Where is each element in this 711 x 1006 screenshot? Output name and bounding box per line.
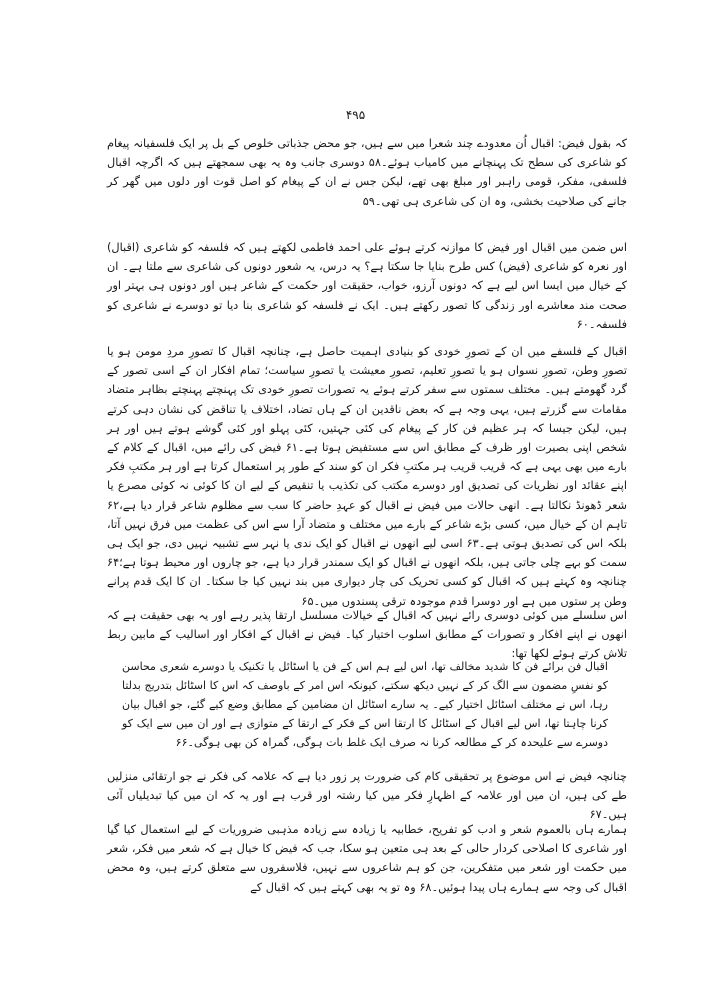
paragraph-6 <box>107 820 627 894</box>
paragraph-4 <box>107 606 627 661</box>
paragraph-5 <box>107 767 627 822</box>
paragraph-text: اس سلسلے میں کوئی دوسری رائے نہیں کہ اقبال کے خیالات مسلسل ارتقا پذیر رہے اور یہ بھی حقیقت ہے کہ انھوں نے اپنے افکار و تصورات کے مطابق اسلوب اختیار کیا۔ فیض نے اقبال کے افکار اور اسالیب کے مابین ربط تلاش کرتے ہوئے لکھا تھا: <box>107 609 627 661</box>
paragraph-text: چنانچہ فیض نے اس موضوع پر تحقیقی کام کی ضرورت پر زور دیا ہے کہ علامہ کی فکر نے جو ارتقائی منزلیں طے کی ہیں، ان میں اور علامہ کے اظہارِ فکر میں کیا رشتہ اور قرب ہے اور یہ کہ ان میں کیا تبدیلیاں آئی ہیں۔۶۷ <box>107 770 627 822</box>
paragraph-2 <box>107 238 627 331</box>
quote-text: اقبال فن برائے فن کا شدید مخالف تھا، اس لیے ہم اس کے فن یا اسٹائل یا تکنیک یا دوسرے شعری محاسن کو نفسِ مضمون سے الگ کر کے نہیں دیکھ سکتے، کیونکہ اس امر کے باوصف کہ اس کا اسٹائل بتدریج بدلتا رہا، اس نے مختلف اسٹائل اختیار کیے۔ یہ سارے اسٹائل ان مضامین کے مطابق وضع کیے گئے، جو اقبال بیان کرنا چاہتا تھا، اس لیے اقبال کے اسٹائل کا ارتقا اس کے فکر کے ارتقا کے متوازی ہے اور ان میں سے ایک کو دوسرے سے علیحدہ کر کے مطالعہ کرنا نہ صرف ایک غلط بات ہوگی، گمراہ کن بھی ہوگی۔۶۶ <box>122 660 608 749</box>
paragraph-text: اس ضمن میں اقبال اور فیض کا موازنہ کرتے ہوئے علی احمد فاطمی لکھتے ہیں کہ فلسفہ کو شاعری (اقبال) اور نعرہ کو شاعری (فیض) کس طرح بنایا جا سکتا ہے؟ یہ درس، یہ شعور دونوں کی شاعری سے ملتا ہے۔ ان کے خیال میں ایسا اس لیے ہے کہ دونوں آرزو، خواب، حقیقت اور حکمت کے شاعر ہیں اور دونوں ہی بہتر اور صحت مند معاشرے اور زندگی کا تصور رکھتے ہیں۔ ایک نے فلسفہ کو شاعری بنا دیا تو دوسرے نے شاعری کو فلسفہ۔۶۰ <box>107 241 627 331</box>
paragraph-text: اقبال کے فلسفے میں ان کے تصورِ خودی کو بنیادی اہمیت حاصل ہے، چنانچہ اقبال کا تصورِ مردِ مومن ہو یا تصورِ وطن، تصورِ نسواں ہو یا تصورِ تعلیم، تصورِ معیشت یا تصورِ سیاست؛ تمام افکار ان کے اسی تصور کے گرد گھومتے ہیں۔ مختلف سمتوں سے سفر کرتے ہوئے یہ تصورات تصورِ خودی تک پہنچتے پہنچتے بظاہر متضاد مقامات سے گزرتے ہیں، یہی وجہ ہے کہ بعض ناقدین ان کے ہاں تضاد، اختلاف یا تناقض کی نشان دہی کرتے ہیں، لیکن جیسا کہ ہر عظیم فن کار کے پیغام کی کئی جہتیں، کئی پہلو اور کئی گوشے ہوتے ہیں اور ہر شخص اپنی بصیرت اور ظرف کے مطابق اس سے مستفیض ہوتا ہے۔۶۱ فیض کی رائے میں، اقبال کے کلام کے بارے میں بھی یہی ہے کہ قریب قریب ہر مکتبِ فکر ان کو سند کے طور پر استعمال کرتا ہے اور ہر مکتبِ فکر اپنے عقائد اور نظریات کی تصدیق اور دوسرے مکتب کی تکذیب یا تنقیص کے لیے ان کا کوئی نہ کوئی مصرع یا شعر ڈھونڈ نکالتا ہے۔ انھی حالات میں فیض نے اقبال کو عہدِ حاضر کا سب سے مظلوم شاعر قرار دیا ہے،۶۲ تاہم ان کے خیال میں، کسی بڑے شاعر کے بارے میں مختلف و متضاد آرا سے اس کی عظمت میں فرق نہیں آتا، بلکہ اس کی تصدیق ہوتی ہے۔۶۳ اسی لیے انھوں نے اقبال کو ایک ندی یا نہر سے تشبیہ نہیں دی، جو ایک ہی سمت کو بہے چلی جاتی ہیں، بلکہ انھوں نے اقبال کو ایک سمندر قرار دیا ہے، جو چاروں اور محیط ہوتا ہے؛۶۴ چنانچہ وہ کہتے ہیں کہ اقبال کو کسی تحریک کی چار دیواری میں بند نہیں کیا جا سکتا۔ ان کا ایک قدم پرانے وطن پر ستوں میں ہے اور دوسرا قدم موجودہ ترقی پسندوں میں۔۶۵ <box>107 345 627 608</box>
paragraph-text: کہ بقول فیض: اقبال اُن معدودے چند شعرا میں سے ہیں، جو محض جذباتی خلوص کے بل پر ایک فلسفیانہ پیغام کو شاعری کی سطح تک پہنچانے میں کامیاب ہوئے۔۵۸ دوسری جانب وہ یہ بھی سمجھتے ہیں کہ اگرچہ اقبال فلسفی، مفکر، قومی راہبر اور مبلغ بھی تھے، لیکن جس نے ان کے پیغام کو اصل قوت اور دلوں میں گھر کر جانے کی صلاحیت بخشی، وہ ان کی شاعری ہی تھی۔۵۹ <box>107 137 627 208</box>
block-quote <box>122 657 608 755</box>
paragraph-text: ہمارے ہاں بالعموم شعر و ادب کو تفریح، خطابیہ یا زیادہ سے زیادہ مذہبی ضروریات کے لیے استعمال کیا گیا اور شاعری کا اصلاحی کردار حالی کے بعد ہی متعین ہو سکا، جب کہ فیض کا خیال ہے کہ شعر میں فکر، شعر میں حکمت اور شعر میں متفکرین، جن کو ہم شاعروں سے نہیں، فلاسفروں سے متعلق کرتے ہیں، وہ محض اقبال کی وجہ سے ہمارے ہاں پیدا ہوئیں۔۶۸ وہ تو یہ بھی کہتے ہیں کہ اقبال کے <box>107 823 627 894</box>
paragraph-3 <box>107 342 627 608</box>
page-number: ۴۹۵ <box>345 108 366 122</box>
paragraph-1 <box>107 134 627 214</box>
